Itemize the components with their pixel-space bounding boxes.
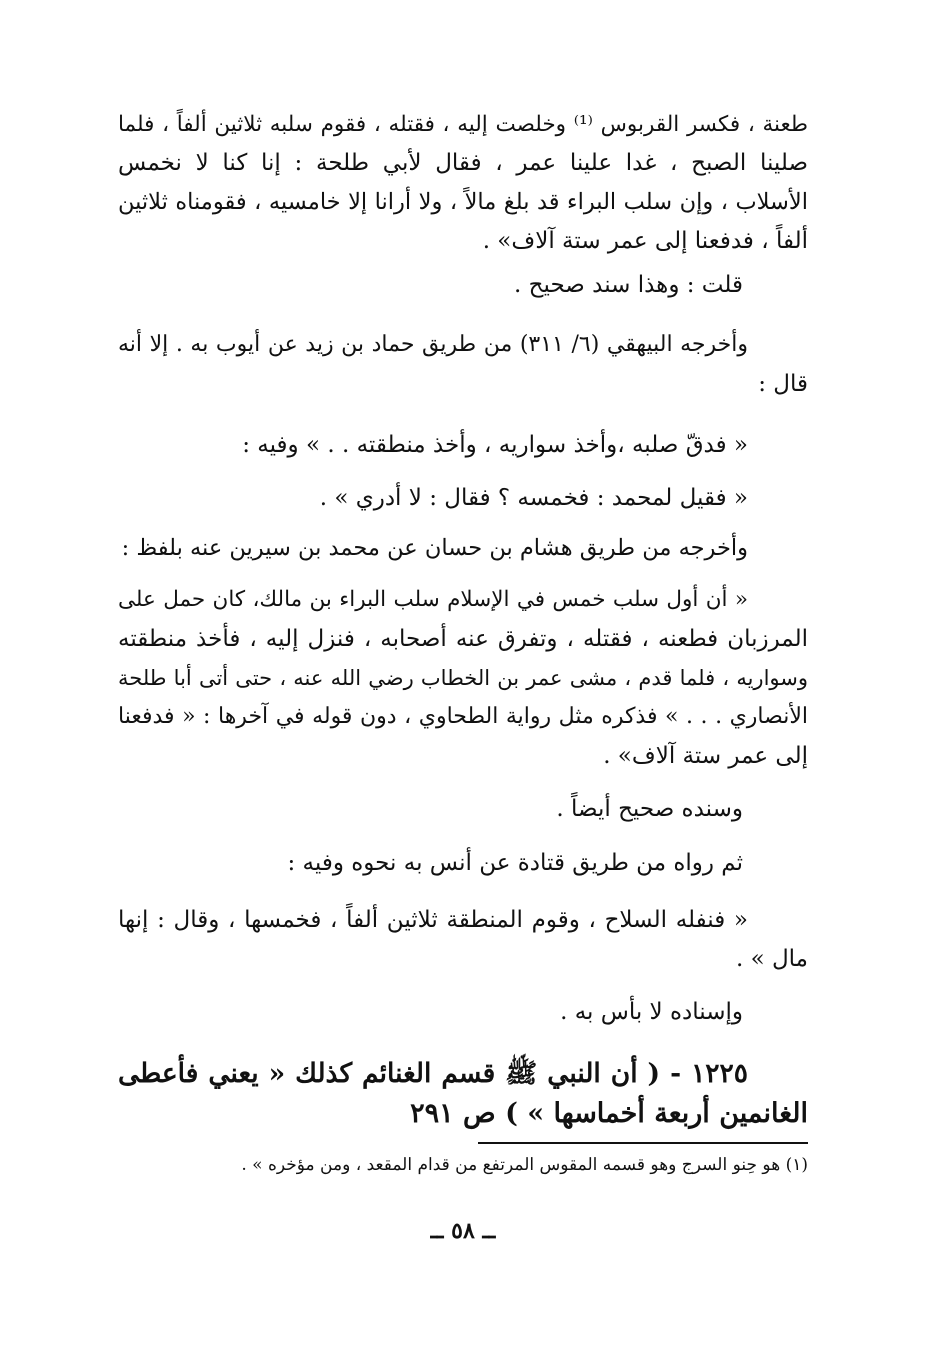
- paragraph-7-line-3: وسواريه ، فلما قدم ، مشى عمر بن الخطاب رضي الله عنه ، حتى أتى أبا طلحة: [118, 666, 808, 690]
- paragraph-8: وسنده صحيح أيضاً .: [556, 796, 743, 822]
- paragraph-4: « فدقّ صلبه ،وأخذ سواريه ، وأخذ منطقته . . » وفيه :: [242, 432, 748, 458]
- paragraph-3-line-2: قال :: [758, 371, 808, 397]
- hadith-heading-line-2: الغانمين أربعة أخماسها » ) ص ٢٩١: [410, 1098, 808, 1129]
- paragraph-1-line-1: طعنة ، فكسر القربوس ⁽¹⁾ وخلصت إليه ، فقتله ، فقوم سلبه ثلاثين ألفاً ، فلما: [118, 112, 809, 137]
- paragraph-7-line-5: إلى عمر ستة آلاف» .: [603, 743, 808, 769]
- paragraph-5: « فقيل لمحمد : فخمسه ؟ فقال : لا أدري » .: [319, 485, 748, 511]
- paragraph-2: قلت : وهذا سند صحيح .: [514, 272, 743, 298]
- footnote: (١) هو حِنو السرج وهو قسمه المقوس المرتفع من قدام المقعد ، ومن مؤخره » .: [241, 1155, 808, 1175]
- paragraph-3-line-1: وأخرجه البيهقي (٦/ ٣١١) من طريق حماد بن زيد عن أيوب به . إلا أنه: [118, 332, 749, 357]
- paragraph-6: وأخرجه من طريق هشام بن حسان عن محمد بن سيرين عنه بلفظ :: [121, 535, 748, 561]
- page-number: ــ ٥٨ ــ: [430, 1218, 496, 1244]
- paragraph-10-line-2: مال » .: [735, 946, 808, 972]
- hadith-heading-line-1: ١٢٢٥ - ( أن النبي ﷺ قسم الغنائم كذلك « يعني فأعطى: [118, 1058, 748, 1089]
- paragraph-1-line-4: ألفاً ، فدفعنا إلى عمر ستة آلاف» .: [482, 228, 808, 254]
- paragraph-7-line-2: المرزبان فطعنه ، فقتله ، وتفرق عنه أصحابه ، فنزل إليه ، فأخذ منطقته: [118, 626, 808, 652]
- paragraph-1-line-2: صلينا الصبح ، غدا علينا عمر ، فقال لأبي طلحة : إنا كنا لا نخمس: [118, 150, 808, 176]
- paragraph-7-line-4: الأنصاري . . . » فذكره مثل رواية الطحاوي ، دون قوله في آخرها : « فدفعنا: [118, 704, 808, 729]
- paragraph-7-line-1: « أن أول سلب خمس في الإسلام سلب البراء بن مالك، كان حمل على: [118, 587, 748, 612]
- footnote-separator: [478, 1142, 808, 1144]
- paragraph-1-line-3: الأسلاب ، وإن سلب البراء قد بلغ مالاً ، ولا أرانا إلا خامسيه ، فقومناه ثلاثين: [118, 189, 808, 215]
- paragraph-11: وإسناده لا بأس به .: [560, 999, 743, 1025]
- paragraph-10-line-1: « فنفله السلاح ، وقوم المنطقة ثلاثين ألفاً ، فخمسها ، وقال : إنها: [118, 907, 748, 933]
- paragraph-9: ثم رواه من طريق قتادة عن أنس به نحوه وفيه :: [287, 850, 743, 876]
- book-page: [118, 0, 808, 1357]
